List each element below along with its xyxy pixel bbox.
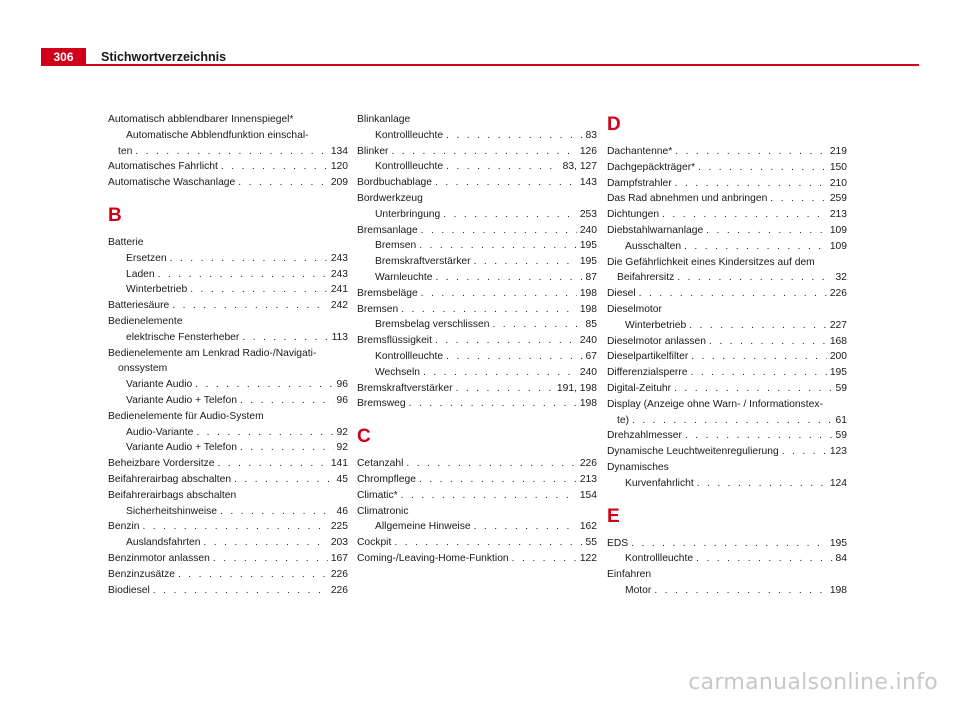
index-entry-page: 203 <box>330 537 348 549</box>
index-entry-page: 123 <box>829 446 847 458</box>
index-entry-term: te) <box>617 414 630 426</box>
dot-leader <box>631 536 827 552</box>
dot-leader <box>172 298 328 314</box>
index-entry <box>607 286 847 302</box>
index-entry-term: Benzinzusätze <box>108 568 175 580</box>
index-entry <box>108 267 348 283</box>
dot-leader <box>240 393 334 409</box>
dot-leader <box>409 396 577 412</box>
index-entry <box>357 472 597 488</box>
index-column-1 <box>108 112 348 598</box>
section-letter: E <box>607 505 620 527</box>
index-entry <box>108 583 348 599</box>
index-entry-page: 226 <box>829 288 847 300</box>
index-entry <box>357 333 597 349</box>
index-entry <box>607 318 847 334</box>
index-entry <box>357 381 597 397</box>
index-entry-term: Automatische Waschanlage <box>108 177 236 189</box>
index-entry <box>108 377 348 393</box>
index-entry <box>108 282 348 298</box>
index-entry-term: Diesel <box>607 288 636 300</box>
index-entry-term: Ersetzen <box>126 252 167 264</box>
index-entry <box>607 160 847 176</box>
index-heading: Bedienelemente für Audio-System <box>108 410 264 422</box>
index-entry <box>108 504 348 520</box>
dot-leader <box>220 504 334 520</box>
index-heading: Bedienelemente am Lenkrad Radio-/Navigati- <box>108 347 317 359</box>
index-entry-term: Beifahrersitz <box>617 272 675 284</box>
index-entry <box>607 207 847 223</box>
index-entry-page: 226 <box>330 568 348 580</box>
dot-leader <box>677 270 832 286</box>
index-entry-term: Bremsweg <box>357 398 406 410</box>
index-entry-page: 83 <box>585 129 597 141</box>
index-heading: Die Gefährlichkeit eines Kindersitzes auf dem <box>607 256 815 268</box>
index-entry-term: Automatisches Fahrlicht <box>108 161 218 173</box>
index-entry-page: 243 <box>330 252 348 264</box>
index-entry <box>357 551 597 567</box>
index-entry <box>108 251 348 267</box>
index-heading: Climatronic <box>357 505 409 517</box>
dot-leader <box>446 159 560 175</box>
index-entry-term: Dachantenne* <box>607 146 673 157</box>
dot-leader <box>456 381 554 397</box>
dot-leader <box>401 488 577 504</box>
index-entry-term: elektrische Fensterheber <box>126 331 240 343</box>
index-entry-term: Motor <box>625 584 652 596</box>
dot-leader <box>234 472 333 488</box>
dot-leader <box>203 535 327 551</box>
index-entry <box>357 535 597 551</box>
index-entry-page: 191, 198 <box>556 382 597 394</box>
index-entry-page: 198 <box>579 398 597 410</box>
index-entry-page: 240 <box>579 335 597 347</box>
dot-leader <box>639 286 827 302</box>
index-entry-page: 226 <box>579 458 597 470</box>
index-entry <box>607 349 847 365</box>
index-entry-page: 122 <box>579 552 597 564</box>
index-entry-term: Variante Audio + Telefon <box>126 442 237 454</box>
dot-leader <box>419 472 577 488</box>
index-column-2 <box>357 112 597 567</box>
index-entry-term: Blinker <box>357 145 389 157</box>
dot-leader <box>221 159 328 175</box>
index-entry-term: Kontrollleuchte <box>375 350 444 362</box>
dot-leader <box>170 251 328 267</box>
index-heading: Dieselmotor <box>607 303 662 315</box>
index-entry <box>607 476 847 492</box>
index-entry-term: Wechseln <box>375 366 421 378</box>
index-heading: Automatische Abblendfunktion einschal- <box>126 129 309 141</box>
index-entry-page: 45 <box>336 473 348 485</box>
index-entry-page: 85 <box>585 319 597 331</box>
index-entry-term: Dynamische Leuchtweitenregulierung <box>607 446 779 458</box>
index-entry-page: 96 <box>336 394 348 406</box>
index-entry <box>357 128 597 144</box>
dot-leader <box>421 223 577 239</box>
dot-leader <box>196 425 333 441</box>
index-entry <box>607 176 847 192</box>
index-entry-term: EDS <box>607 537 629 549</box>
dot-leader <box>674 381 832 397</box>
index-entry-page: 92 <box>336 442 348 454</box>
index-heading: Bordwerkzeug <box>357 192 423 204</box>
dot-leader <box>492 317 582 333</box>
dot-leader <box>153 583 328 599</box>
index-entry-page: 84 <box>835 553 847 565</box>
index-entry-page: 92 <box>336 426 348 438</box>
dot-leader <box>190 282 328 298</box>
index-entry-page: 195 <box>579 240 597 252</box>
dot-leader <box>770 191 827 207</box>
page-title: Stichwortverzeichnis <box>101 50 227 64</box>
index-heading: Automatisch abblendbarer Innenspiegel* <box>108 114 294 125</box>
index-entry-term: Unterbringung <box>375 208 441 220</box>
index-entry-term: Ausschalten <box>625 240 682 252</box>
index-entry-term: Variante Audio <box>126 379 193 391</box>
index-entry-page: 113 <box>331 331 348 343</box>
index-entry-term: Climatic* <box>357 489 398 501</box>
index-entry-term: Kontrollleuchte <box>375 129 444 141</box>
index-entry-term: Audio-Variante <box>126 426 194 438</box>
index-entry <box>357 349 597 365</box>
dot-leader <box>240 440 334 456</box>
dot-leader <box>675 176 827 192</box>
index-entry-term: Cockpit <box>357 537 392 549</box>
index-entry <box>607 381 847 397</box>
page-number: 306 <box>53 50 74 64</box>
index-entry <box>357 159 597 175</box>
index-entry <box>607 239 847 255</box>
index-entry-term: Bremsen <box>375 240 417 252</box>
dot-leader <box>706 223 827 239</box>
index-entry-term: Beifahrerairbag abschalten <box>108 473 232 485</box>
index-entry-page: 209 <box>330 177 348 189</box>
dot-leader <box>406 456 576 472</box>
index-entry-term: Dampfstrahler <box>607 177 672 189</box>
dot-leader <box>419 238 577 254</box>
dot-leader <box>689 318 827 334</box>
dot-leader <box>691 349 827 365</box>
index-entry-term: Variante Audio + Telefon <box>126 394 237 406</box>
index-entry-term: Bremskraftverstärker <box>357 382 453 394</box>
index-entry-term: Dieselpartikelfilter <box>607 351 689 363</box>
dot-leader <box>474 519 577 535</box>
index-entry-page: 213 <box>829 209 847 221</box>
dot-leader <box>654 583 826 599</box>
index-heading: Bedienelemente <box>108 315 183 327</box>
dot-leader <box>401 302 577 318</box>
section-letter: D <box>607 114 621 135</box>
index-entry-page: 241 <box>330 284 348 296</box>
index-entry <box>357 302 597 318</box>
dot-leader <box>435 175 577 191</box>
dot-leader <box>391 144 576 160</box>
index-entry <box>607 223 847 239</box>
index-entry-page: 243 <box>330 268 348 280</box>
index-entry <box>108 535 348 551</box>
index-entry <box>357 365 597 381</box>
index-entry-page: 240 <box>579 366 597 378</box>
index-entry-term: Bremsbeläge <box>357 287 418 299</box>
index-entry-term: Bordbuchablage <box>357 177 432 189</box>
index-entry-term: Biodiesel <box>108 584 150 596</box>
index-entry-page: 210 <box>829 177 847 189</box>
section-letter: C <box>357 426 371 448</box>
index-entry-term: Cetanzahl <box>357 458 404 470</box>
dot-leader <box>213 551 328 567</box>
index-heading: Dynamisches <box>607 461 669 473</box>
index-entry-page: 32 <box>835 272 847 284</box>
index-entry-term: Auslandsfahrten <box>126 537 201 549</box>
dot-leader <box>242 330 328 346</box>
index-entry <box>108 519 348 535</box>
index-entry <box>607 536 847 552</box>
index-entry-page: 195 <box>829 367 847 379</box>
index-entry <box>607 334 847 350</box>
index-entry <box>108 551 348 567</box>
index-entry-page: 219 <box>829 146 847 157</box>
index-entry-term: Das Rad abnehmen und anbringen <box>607 193 768 205</box>
index-entry-term: Bremsanlage <box>357 224 418 236</box>
index-entry <box>108 330 348 346</box>
index-entry-page: 198 <box>579 303 597 315</box>
index-entry-page: 227 <box>829 319 847 331</box>
index-entry-term: Drehzahlmesser <box>607 430 682 442</box>
index-entry-term: Benzin <box>108 521 140 533</box>
index-heading: Batterie <box>108 236 144 248</box>
index-entry-page: 253 <box>579 208 597 220</box>
index-entry-page: 162 <box>579 521 597 533</box>
index-entry-page: 67 <box>585 350 597 362</box>
index-entry <box>108 393 348 409</box>
dot-leader <box>421 286 577 302</box>
index-entry-term: Bremsen <box>357 303 399 315</box>
index-entry <box>357 207 597 223</box>
index-entry-page: 134 <box>330 145 348 157</box>
header-rule <box>41 64 919 66</box>
index-heading: Display (Anzeige ohne Warn- / Informationstex- <box>607 398 823 410</box>
dot-leader <box>394 535 582 551</box>
index-entry <box>357 396 597 412</box>
index-entry-term: Bremsflüssigkeit <box>357 335 432 347</box>
index-entry <box>357 317 597 333</box>
index-entry-term: Batteriesäure <box>108 300 170 312</box>
dot-leader <box>435 333 577 349</box>
index-entry-page: 168 <box>829 335 847 347</box>
dot-leader <box>435 270 582 286</box>
index-entry-page: 83, 127 <box>562 161 597 173</box>
index-entry-term: Coming-/Leaving-Home-Funktion <box>357 552 509 564</box>
index-entry <box>607 413 847 429</box>
index-entry-term: Kurvenfahrlicht <box>625 477 694 489</box>
index-entry <box>357 488 597 504</box>
section-letter: B <box>108 204 122 226</box>
dot-leader <box>782 444 827 460</box>
index-entry <box>357 286 597 302</box>
index-entry-term: Allgemeine Hinweise <box>375 521 471 533</box>
index-entry <box>607 144 847 160</box>
index-entry-page: 55 <box>585 537 597 549</box>
index-entry <box>357 519 597 535</box>
index-entry <box>108 567 348 583</box>
index-entry-term: Differenzialsperre <box>607 367 688 379</box>
dot-leader <box>696 551 832 567</box>
watermark: carmanualsonline.info <box>688 670 938 695</box>
index-entry-page: 120 <box>330 161 348 173</box>
dot-leader <box>195 377 333 393</box>
index-entry-term: Laden <box>126 268 155 280</box>
index-heading: Beifahrerairbags abschalten <box>108 489 237 501</box>
index-entry-term: Kontrollleuchte <box>625 553 694 565</box>
dot-leader <box>446 128 582 144</box>
index-entry-term: Kontrollleuchte <box>375 161 444 173</box>
index-entry-page: 226 <box>330 584 348 596</box>
index-entry-page: 87 <box>585 271 597 283</box>
index-entry <box>357 144 597 160</box>
dot-leader <box>423 365 577 381</box>
index-entry-page: 141 <box>330 458 348 470</box>
index-entry <box>607 444 847 460</box>
index-entry-term: Digital-Zeituhr <box>607 382 672 394</box>
index-entry-page: 240 <box>579 224 597 236</box>
index-entry <box>357 456 597 472</box>
dot-leader <box>632 413 833 429</box>
index-entry-page: 96 <box>336 379 348 391</box>
index-entry-page: 150 <box>829 161 847 173</box>
dot-leader <box>443 207 577 223</box>
index-entry-term: Dichtungen <box>607 209 660 221</box>
index-entry-term: Winterbetrieb <box>625 319 687 331</box>
index-entry <box>607 428 847 444</box>
index-entry <box>108 159 348 175</box>
dot-leader <box>685 428 833 444</box>
index-heading: Blinkanlage <box>357 114 411 125</box>
dot-leader <box>446 349 582 365</box>
dot-leader <box>697 476 827 492</box>
index-entry-page: 225 <box>330 521 348 533</box>
index-entry-term: Sicherheitshinweise <box>126 505 218 517</box>
dot-leader <box>217 456 327 472</box>
dot-leader <box>691 365 827 381</box>
index-entry-page: 61 <box>835 414 847 426</box>
index-entry-page: 259 <box>829 193 847 205</box>
index-entry <box>108 472 348 488</box>
dot-leader <box>178 567 328 583</box>
index-entry <box>607 365 847 381</box>
dot-leader <box>675 144 827 160</box>
index-entry-page: 59 <box>835 430 847 442</box>
dot-leader <box>238 175 328 191</box>
index-entry <box>108 175 348 191</box>
index-entry-page: 143 <box>579 177 597 189</box>
dot-leader <box>512 551 577 567</box>
index-entry-page: 195 <box>829 537 847 549</box>
index-entry-page: 213 <box>579 473 597 485</box>
index-entry <box>607 270 847 286</box>
index-entry-term: Benzinmotor anlassen <box>108 552 210 564</box>
index-entry <box>357 223 597 239</box>
index-entry-term: Dieselmotor anlassen <box>607 335 707 347</box>
dot-leader <box>662 207 827 223</box>
index-entry-page: 200 <box>829 351 847 363</box>
index-entry-term: Bremsbelag verschlissen <box>375 319 490 331</box>
index-heading: Einfahren <box>607 569 652 581</box>
index-entry <box>108 298 348 314</box>
index-entry <box>357 270 597 286</box>
index-entry <box>108 425 348 441</box>
index-entry <box>357 238 597 254</box>
index-entry-term: Warnleuchte <box>375 271 433 283</box>
dot-leader <box>709 334 827 350</box>
index-entry-term: Beheizbare Vordersitze <box>108 458 215 470</box>
index-column-3 <box>607 112 847 599</box>
dot-leader <box>158 267 328 283</box>
index-entry <box>607 583 847 599</box>
index-entry <box>607 551 847 567</box>
index-entry-page: 154 <box>579 489 597 501</box>
index-entry-term: Winterbetrieb <box>126 284 188 296</box>
index-entry-page: 59 <box>835 382 847 394</box>
index-entry <box>108 440 348 456</box>
index-entry <box>607 191 847 207</box>
index-entry-page: 109 <box>829 224 847 236</box>
index-entry-term: Dachgepäckträger* <box>607 161 696 173</box>
index-heading: onssystem <box>118 363 168 375</box>
dot-leader <box>698 160 827 176</box>
index-entry <box>108 456 348 472</box>
index-entry-page: 126 <box>579 145 597 157</box>
index-entry-page: 109 <box>829 240 847 252</box>
index-entry <box>357 254 597 270</box>
dot-leader <box>684 239 827 255</box>
dot-leader <box>474 254 577 270</box>
index-entry-page: 242 <box>330 300 348 312</box>
index-entry-page: 198 <box>829 584 847 596</box>
index-entry-term: Diebstahlwarnanlage <box>607 224 704 236</box>
index-entry-page: 198 <box>579 287 597 299</box>
dot-leader <box>142 519 327 535</box>
index-entry-page: 195 <box>579 256 597 268</box>
index-entry-term: Bremskraftverstärker <box>375 256 471 268</box>
dot-leader <box>135 144 327 160</box>
index-entry-term: Chrompflege <box>357 473 416 485</box>
index-entry-page: 167 <box>330 552 348 564</box>
index-entry-term: ten <box>118 145 133 157</box>
index-entry-page: 124 <box>829 477 847 489</box>
index-entry <box>357 175 597 191</box>
index-entry-page: 46 <box>336 505 348 517</box>
index-entry <box>108 144 348 160</box>
